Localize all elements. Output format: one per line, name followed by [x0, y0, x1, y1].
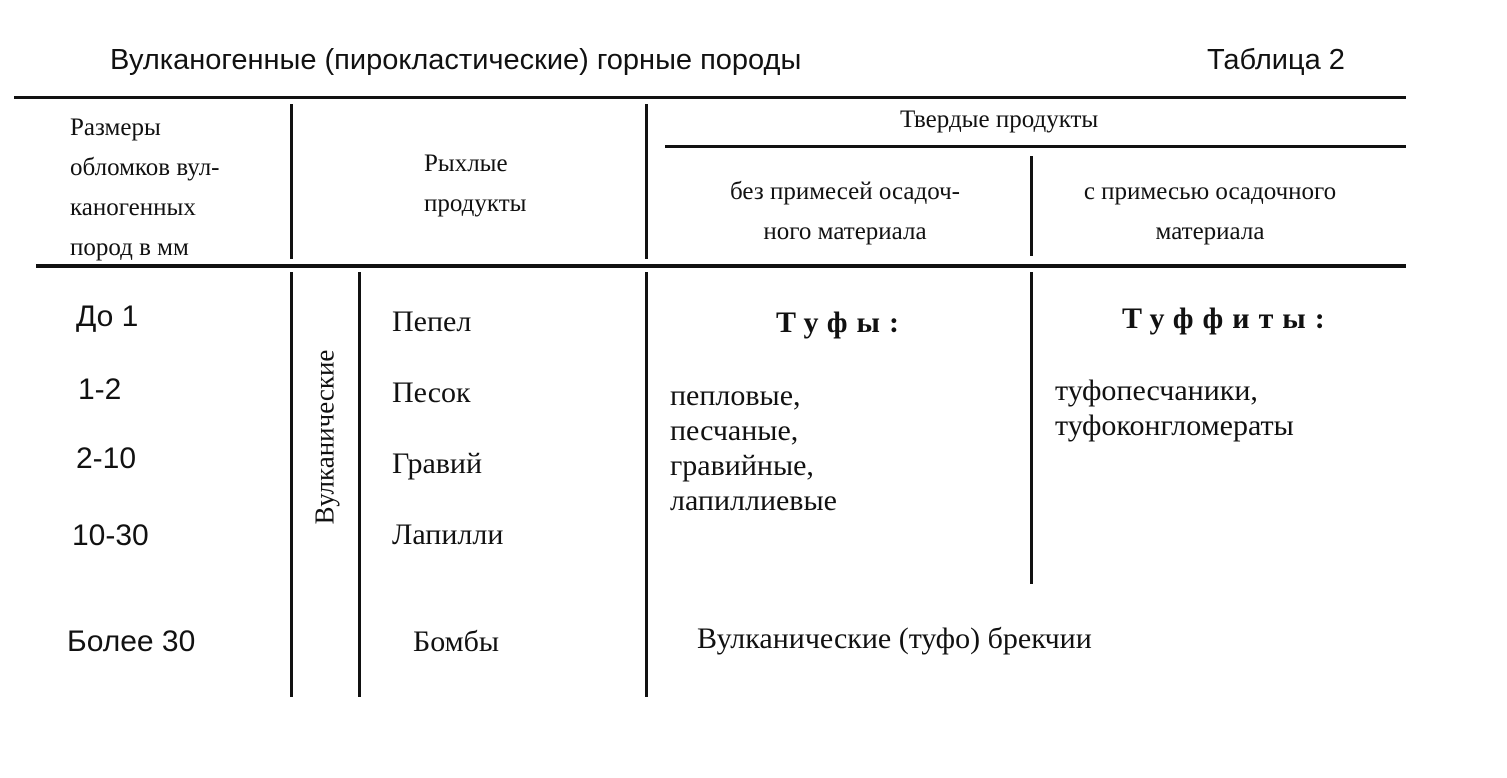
divider-loose-header [645, 104, 648, 259]
tuffites-list [1055, 373, 1294, 443]
header-without-line: без примесей осадоч- [730, 178, 960, 205]
divider-admixture-body [1030, 272, 1033, 584]
header-without-line: ного материала [763, 218, 927, 245]
header-loose [424, 144, 526, 224]
divider-size-body [290, 272, 293, 697]
header-size-line: каногенных [70, 194, 196, 221]
loose-item: Лапилли [392, 518, 504, 551]
divider-group-body [358, 272, 361, 697]
breccia-cell: Вулканические (туфо) брекчии [697, 622, 1092, 655]
solid-header-rule [665, 145, 1406, 148]
header-size-line: пород в мм [70, 234, 189, 261]
loose-item: Гравий [392, 447, 483, 480]
tuffs-item: гравийные, [670, 449, 814, 482]
loose-group-label: Вулканические [309, 349, 340, 525]
header-size [70, 108, 220, 268]
header-loose-line: продукты [424, 190, 527, 217]
header-with-line: с примесью осадочного [1083, 178, 1337, 205]
divider-admixture-header [1030, 156, 1033, 256]
tuffs-item: пепловые, [670, 379, 801, 412]
size-cell: 1-2 [78, 373, 122, 406]
header-loose-line: Рыхлые [424, 150, 508, 177]
size-cell: До 1 [76, 300, 139, 333]
header-with-admixture [1036, 172, 1384, 252]
divider-loose-body [645, 272, 648, 697]
tuffs-item: лапиллиевые [670, 484, 837, 517]
header-size-line: обломков вул- [70, 154, 220, 181]
divider-size-header [290, 104, 293, 259]
tuffites-item: туфопесчаники, [1055, 374, 1258, 407]
header-with-line: материала [1155, 218, 1265, 245]
table-number: Таблица 2 [1207, 44, 1345, 76]
size-cell: Более 30 [67, 625, 196, 658]
header-without-admixture [665, 172, 1025, 252]
size-cell: 2-10 [76, 442, 137, 475]
header-size-line: Размеры [70, 114, 161, 141]
tuffs-list [670, 378, 837, 518]
tuffs-title: Туфы: [776, 306, 908, 339]
size-cell: 10-30 [72, 519, 149, 552]
loose-item: Песок [392, 376, 471, 409]
loose-item: Бомбы [413, 625, 500, 658]
tuffs-item: песчаные, [670, 414, 799, 447]
table-title: Вулканогенные (пирокластические) горные породы [110, 44, 802, 76]
loose-item: Пепел [392, 305, 472, 338]
tuffites-title: Туффиты: [1122, 302, 1334, 335]
tuffites-item: туфоконгломераты [1055, 409, 1294, 442]
top-rule [14, 96, 1406, 99]
header-bottom-rule [36, 264, 1406, 268]
header-solid: Твердые продукты [900, 106, 1099, 133]
